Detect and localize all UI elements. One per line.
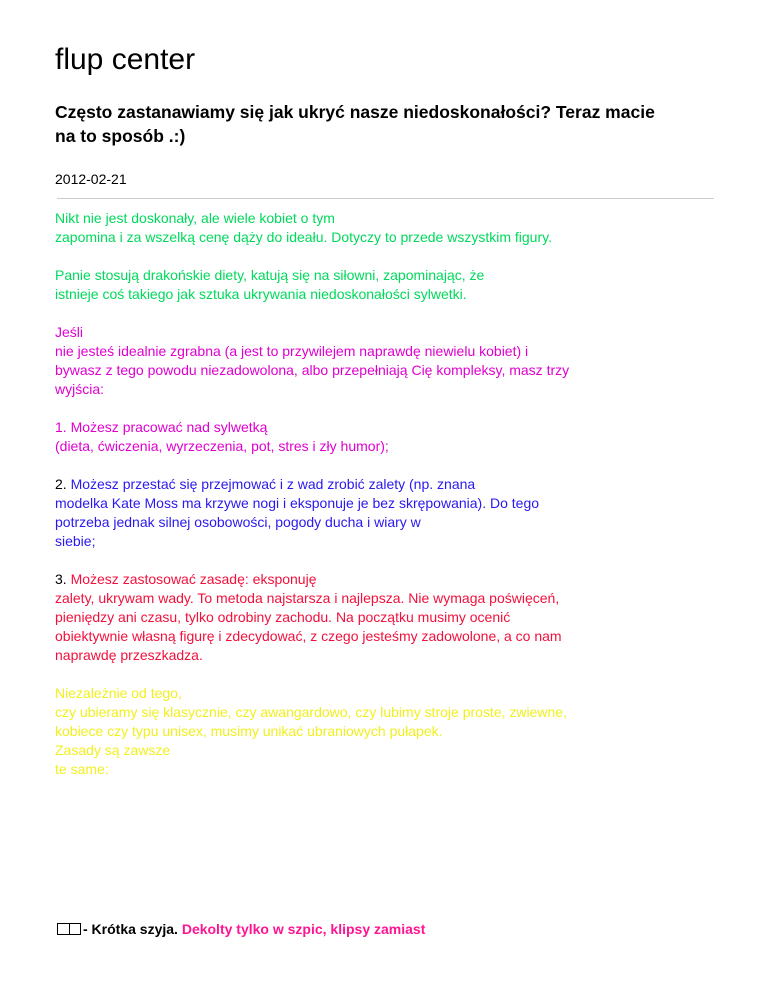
text-line: potrzeba jednak silnej osobowości, pogody ducha i wiary w <box>55 514 421 530</box>
text-line: modelka Kate Moss ma krzywe nogi i eksponuje je bez skrępowania). Do tego <box>55 495 540 511</box>
text-line: czy ubieramy się klasycznie, czy awangardowo, czy lubimy stroje proste, zwiewne, <box>55 704 567 720</box>
text-line: 1. Możesz pracować nad sylwetką <box>55 419 268 435</box>
text-line: Zasady są zawsze <box>55 742 171 758</box>
paragraph-option-1 <box>55 418 715 456</box>
paragraph-option-3 <box>55 570 715 665</box>
paragraph-three-options <box>55 323 715 399</box>
text-line: siebie; <box>55 533 96 549</box>
text-line: istnieje coś takiego jak sztuka ukrywania niedoskonałości sylwetki. <box>55 286 467 302</box>
text-line: zalety, ukrywam wady. To metoda najstarsza i najlepsza. Nie wymaga poświęceń, <box>55 590 560 606</box>
text-line: obiektywnie własną figurę i zdecydować, z czego jesteśmy zadowolone, a co nam <box>55 628 562 644</box>
text-line: wyjścia: <box>55 381 105 397</box>
text-line: pieniędzy ani czasu, tylko odrobiny zachodu. Na początku musimy ocenić <box>55 609 511 625</box>
text-line: zapomina i za wszelką cenę dąży do ideału. Dotyczy to przede wszystkim figury. <box>55 229 552 245</box>
text-line: te same: <box>55 761 109 777</box>
divider <box>57 198 714 199</box>
article-date: 2012-02-21 <box>55 171 127 187</box>
text-line <box>55 570 715 589</box>
tip-label: - Krótka szyja. <box>83 921 178 937</box>
headline-line: Często zastanawiamy się jak ukryć nasze niedoskonałości? Teraz macie <box>55 102 655 122</box>
paragraph-diets <box>55 266 715 304</box>
article-headline <box>55 100 715 148</box>
broken-image-icon <box>57 923 81 935</box>
text-line: nie jesteś idealnie zgrabna (a jest to przywilejem naprawdę niewielu kobiet) i <box>55 343 529 359</box>
tip-text: Dekolty tylko w szpic, klipsy zamiast <box>177 921 426 937</box>
text-line <box>55 475 715 494</box>
text-segment: Możesz zastosować zasadę: eksponuję <box>66 571 317 587</box>
document-page <box>55 42 715 779</box>
article-body <box>55 209 715 779</box>
headline-line: na to sposób .:) <box>55 126 186 146</box>
text-line: Jeśli <box>55 324 84 340</box>
paragraph-rules <box>55 684 715 779</box>
paragraph-intro <box>55 209 715 247</box>
site-title: flup center <box>55 43 196 76</box>
text-line: bywasz z tego powodu niezadowolona, albo przepełniają Cię kompleksy, masz trzy <box>55 362 570 378</box>
text-line: naprawdę przeszkadza. <box>55 647 203 663</box>
list-number: 2. <box>55 476 67 492</box>
text-line: Nikt nie jest doskonały, ale wiele kobiet o tym <box>55 210 335 226</box>
list-number: 3. <box>55 571 67 587</box>
text-line: (dieta, ćwiczenia, wyrzeczenia, pot, stres i zły humor); <box>55 438 389 454</box>
text-segment: Możesz przestać się przejmować i z wad zrobić zalety (np. znana <box>66 476 476 492</box>
text-line: Niezależnie od tego, <box>55 685 182 701</box>
paragraph-option-2 <box>55 475 715 551</box>
tip-row <box>57 920 425 938</box>
text-line: kobiece czy typu unisex, musimy unikać ubraniowych pułapek. <box>55 723 443 739</box>
text-line: Panie stosują drakońskie diety, katują się na siłowni, zapominając, że <box>55 267 485 283</box>
